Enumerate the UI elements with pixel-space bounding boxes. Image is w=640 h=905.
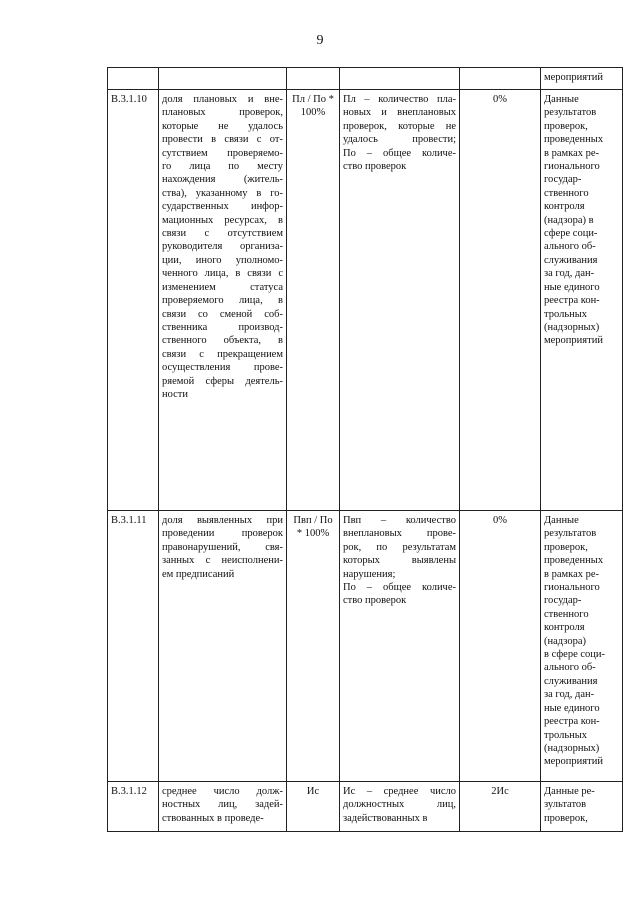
text-line: Пвп – количество	[343, 515, 456, 526]
text-line: ального об-	[544, 241, 596, 253]
text-line: 100%	[300, 107, 326, 119]
text-line: новых и внеплановых	[343, 107, 456, 119]
text-line: проверяемого лица, в	[162, 295, 283, 307]
indicator-code: В.3.1.11	[108, 511, 159, 782]
text-line: ностных лиц, задей-	[162, 799, 283, 811]
text-line: связи с отсутствием	[162, 228, 283, 240]
text-line: Данные ре-	[544, 786, 595, 797]
text-line: ственного объекта, в	[162, 335, 283, 347]
text-line: мероприятий	[544, 756, 603, 768]
text-line: гионального	[544, 582, 600, 594]
text-line: результатов	[544, 107, 597, 119]
text-line: сутствием проверяемо-	[162, 147, 283, 159]
cell-target	[460, 68, 541, 90]
text-line: рок, по результатам	[343, 541, 456, 553]
text-line: ственника производ-	[162, 321, 283, 333]
indicator-name	[159, 90, 287, 511]
text-line: гионального	[544, 161, 600, 173]
text-line: ального об-	[544, 662, 596, 674]
text-line: в рамках ре-	[544, 147, 600, 159]
text-line: ственного	[544, 608, 589, 620]
indicator-name	[159, 511, 287, 782]
text-line: ные единого	[544, 702, 600, 714]
text-line: мероприятий	[544, 335, 603, 347]
indicator-formula	[287, 782, 340, 832]
text-line: доля плановых и вне-	[162, 94, 283, 105]
text-line: которые не удалось	[162, 120, 283, 132]
text-line: (надзора) в	[544, 214, 594, 226]
text-line: проверок,	[544, 541, 588, 553]
cell-name	[159, 68, 287, 90]
text-line: сфере соци-	[544, 228, 598, 240]
text-line: в сфере соци-	[544, 649, 606, 661]
cell-formula	[287, 68, 340, 90]
table-row	[108, 90, 623, 511]
text-line: служивания	[544, 254, 598, 266]
text-line: реестра кон-	[544, 295, 600, 307]
text-line: сударственных инфор-	[162, 201, 283, 213]
text-line: занных с неисполнени-	[162, 555, 283, 567]
indicator-target: 0%	[460, 511, 541, 782]
cell-source: мероприятий	[541, 68, 623, 90]
indicator-target: 2Ис	[460, 782, 541, 832]
text-line: проведенных	[544, 555, 604, 567]
text-line: изменением статуса	[162, 281, 283, 293]
text-line: должностных лиц,	[343, 799, 456, 811]
text-line: ные единого	[544, 281, 600, 293]
text-line: Пл / По *	[292, 94, 334, 105]
indicator-code: В.3.1.12	[108, 782, 159, 832]
text-line: ности	[162, 388, 188, 400]
text-line: правонарушений, свя-	[162, 541, 283, 553]
indicator-code: В.3.1.10	[108, 90, 159, 511]
text-line: осуществления прове-	[162, 362, 283, 374]
text-line: удалось провести;	[343, 134, 456, 146]
text-line: (надзорных)	[544, 321, 600, 333]
text-line: плановых проверок,	[162, 107, 283, 119]
text-line: в рамках ре-	[544, 568, 600, 580]
cell-code	[108, 68, 159, 90]
text-line: проведенных	[544, 134, 604, 146]
text-line: за год, дан-	[544, 689, 595, 701]
text-line: задействованных в	[343, 812, 428, 824]
text-line: ства), указанному в го-	[162, 187, 283, 199]
text-line: Пл – количество пла-	[343, 94, 456, 105]
text-line: ство проверок	[343, 161, 407, 173]
text-line: государ-	[544, 174, 582, 186]
text-line: связи с прекращением	[162, 348, 283, 360]
text-line: руководителя организа-	[162, 241, 283, 253]
indicator-source	[541, 90, 623, 511]
text-line: контроля	[544, 201, 585, 213]
text-line: мационных ресурсах, в	[162, 214, 283, 226]
indicator-definition	[340, 90, 460, 511]
text-line: связи со сменой соб-	[162, 308, 283, 320]
text-line: реестра кон-	[544, 716, 600, 728]
text-line: служивания	[544, 675, 598, 687]
text-line: го лица по месту	[162, 161, 283, 173]
text-line: (надзора)	[544, 635, 586, 647]
text-line: доля выявленных при	[162, 515, 283, 526]
indicator-definition	[340, 511, 460, 782]
text-line: результатов	[544, 528, 597, 540]
indicator-target: 0%	[460, 90, 541, 511]
text-line: ем предписаний	[162, 568, 235, 580]
text-line: По – общее количе-	[343, 147, 456, 159]
text-line: которых выявлены	[343, 555, 456, 567]
text-line: среднее число долж-	[162, 786, 283, 797]
text-line: ствованных в проведе-	[162, 812, 264, 824]
text-line: трольных	[544, 308, 588, 320]
text-line: Пвп / По	[293, 515, 333, 526]
text-line: проверок, которые не	[343, 120, 456, 132]
indicator-source	[541, 511, 623, 782]
indicator-formula	[287, 90, 340, 511]
text-line: внеплановых прове-	[343, 528, 456, 540]
text-line: государ-	[544, 595, 582, 607]
text-line: Данные	[544, 94, 579, 105]
text-line: трольных	[544, 729, 588, 741]
text-line: ряемой сферы деятель-	[162, 375, 283, 387]
table-row	[108, 511, 623, 782]
indicator-formula	[287, 511, 340, 782]
text-line: ство проверок	[343, 595, 407, 607]
text-line: ции, иного уполномо-	[162, 254, 283, 266]
text-line: проверок,	[544, 120, 588, 132]
text-line: ственного	[544, 187, 589, 199]
text-line: проведении проверок	[162, 528, 283, 540]
text-line: По – общее количе-	[343, 582, 456, 594]
text-line: нахождения (житель-	[162, 174, 283, 186]
indicator-source	[541, 782, 623, 832]
text-line: нарушения;	[343, 568, 396, 580]
text-line: провести в связи с от-	[162, 134, 283, 146]
text-line: Данные	[544, 515, 579, 526]
indicator-definition	[340, 782, 460, 832]
text-line: проверок,	[544, 812, 588, 824]
text-line: зультатов	[544, 799, 587, 811]
cell-definition	[340, 68, 460, 90]
indicators-table	[107, 67, 623, 832]
text-line: (надзорных)	[544, 742, 600, 754]
text-line: за год, дан-	[544, 268, 595, 280]
indicator-name	[159, 782, 287, 832]
text-line: ченного лица, в связи с	[162, 268, 283, 280]
text-line: контроля	[544, 622, 585, 634]
table-row	[108, 782, 623, 832]
text-line: Ис – среднее число	[343, 786, 456, 797]
page-number: 9	[316, 33, 324, 48]
text-line: Ис	[306, 786, 320, 797]
text-line: * 100%	[296, 528, 330, 540]
table-row-continuation	[108, 68, 623, 90]
